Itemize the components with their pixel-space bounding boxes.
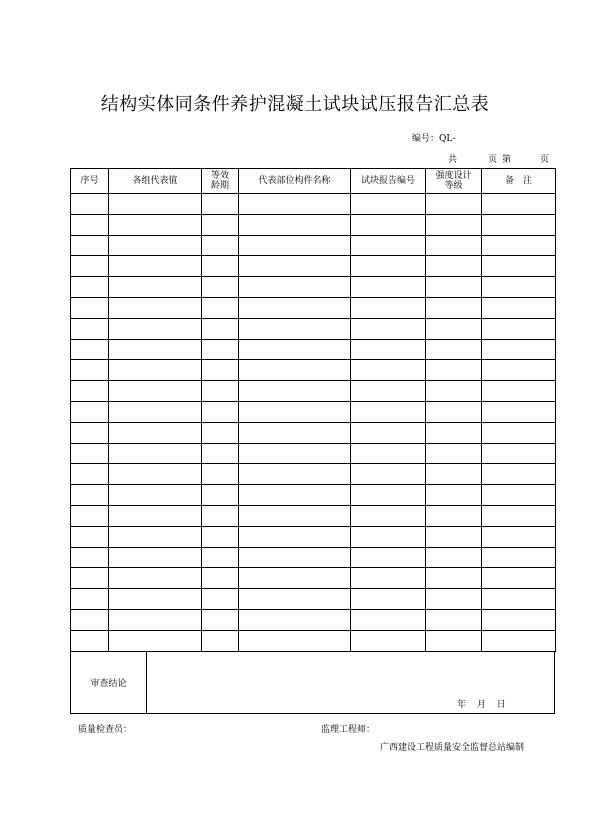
cell-equivalent-age bbox=[202, 381, 239, 402]
cell-strength-grade bbox=[426, 630, 482, 651]
cell-strength-grade bbox=[426, 339, 482, 360]
cell-report-number bbox=[351, 485, 426, 506]
cell-remarks bbox=[482, 235, 556, 256]
cell-equivalent-age bbox=[202, 609, 239, 630]
cell-report-number bbox=[351, 214, 426, 235]
cell-equivalent-age bbox=[202, 256, 239, 277]
cell-group-value bbox=[109, 194, 202, 215]
cell-report-number bbox=[351, 443, 426, 464]
cell-index bbox=[71, 630, 109, 651]
cell-component-name bbox=[239, 214, 351, 235]
cell-index bbox=[71, 505, 109, 526]
editor-label: 广西建设工程质量安全监督总站编制 bbox=[380, 743, 525, 753]
table-row bbox=[71, 464, 556, 485]
table-row bbox=[71, 589, 556, 610]
table-row bbox=[71, 277, 556, 298]
cell-index bbox=[71, 526, 109, 547]
cell-group-value bbox=[109, 485, 202, 506]
table-row bbox=[71, 194, 556, 215]
summary-table bbox=[70, 168, 556, 652]
header-remarks: 备 注 bbox=[482, 169, 556, 194]
header-component-name: 代表部位构件名称 bbox=[239, 169, 351, 194]
cell-strength-grade bbox=[426, 360, 482, 381]
cell-index bbox=[71, 609, 109, 630]
cell-index bbox=[71, 422, 109, 443]
table-row bbox=[71, 381, 556, 402]
cell-strength-grade bbox=[426, 297, 482, 318]
cell-component-name bbox=[239, 589, 351, 610]
cell-strength-grade bbox=[426, 505, 482, 526]
table-row bbox=[71, 256, 556, 277]
cell-group-value bbox=[109, 422, 202, 443]
cell-remarks bbox=[482, 589, 556, 610]
cell-equivalent-age bbox=[202, 630, 239, 651]
cell-strength-grade bbox=[426, 568, 482, 589]
cell-equivalent-age bbox=[202, 277, 239, 298]
cell-component-name bbox=[239, 360, 351, 381]
cell-remarks bbox=[482, 339, 556, 360]
cell-strength-grade bbox=[426, 443, 482, 464]
cell-report-number bbox=[351, 339, 426, 360]
cell-report-number bbox=[351, 381, 426, 402]
cell-report-number bbox=[351, 547, 426, 568]
cell-strength-grade bbox=[426, 381, 482, 402]
cell-report-number bbox=[351, 277, 426, 298]
cell-component-name bbox=[239, 235, 351, 256]
cell-group-value bbox=[109, 277, 202, 298]
cell-strength-grade bbox=[426, 194, 482, 215]
cell-group-value bbox=[109, 297, 202, 318]
cell-component-name bbox=[239, 297, 351, 318]
cell-group-value bbox=[109, 464, 202, 485]
cell-report-number bbox=[351, 589, 426, 610]
supervisor-label: 监理工程师： bbox=[321, 725, 376, 735]
cell-equivalent-age bbox=[202, 297, 239, 318]
cell-index bbox=[71, 360, 109, 381]
cell-group-value bbox=[109, 381, 202, 402]
cell-component-name bbox=[239, 464, 351, 485]
table-row bbox=[71, 547, 556, 568]
cell-group-value bbox=[109, 360, 202, 381]
cell-report-number bbox=[351, 194, 426, 215]
cell-report-number bbox=[351, 256, 426, 277]
cell-strength-grade bbox=[426, 235, 482, 256]
cell-report-number bbox=[351, 422, 426, 443]
cell-remarks bbox=[482, 194, 556, 215]
cell-component-name bbox=[239, 547, 351, 568]
table-row bbox=[71, 630, 556, 651]
cell-equivalent-age bbox=[202, 568, 239, 589]
cell-remarks bbox=[482, 401, 556, 422]
cell-remarks bbox=[482, 360, 556, 381]
cell-group-value bbox=[109, 214, 202, 235]
cell-group-value bbox=[109, 568, 202, 589]
cell-equivalent-age bbox=[202, 194, 239, 215]
header-group-value: 各组代表值 bbox=[109, 169, 202, 194]
cell-component-name bbox=[239, 568, 351, 589]
cell-equivalent-age bbox=[202, 443, 239, 464]
cell-strength-grade bbox=[426, 277, 482, 298]
cell-group-value bbox=[109, 401, 202, 422]
cell-group-value bbox=[109, 526, 202, 547]
cell-strength-grade bbox=[426, 609, 482, 630]
cell-group-value bbox=[109, 339, 202, 360]
inspector-label: 质量检查员： bbox=[78, 725, 133, 735]
table-row bbox=[71, 505, 556, 526]
table-row bbox=[71, 297, 556, 318]
cell-index bbox=[71, 381, 109, 402]
cell-index bbox=[71, 443, 109, 464]
cell-equivalent-age bbox=[202, 401, 239, 422]
cell-equivalent-age bbox=[202, 464, 239, 485]
cell-index bbox=[71, 568, 109, 589]
page-unit-label: 页 bbox=[540, 155, 550, 165]
cell-strength-grade bbox=[426, 401, 482, 422]
cell-component-name bbox=[239, 194, 351, 215]
cell-remarks bbox=[482, 318, 556, 339]
cell-group-value bbox=[109, 235, 202, 256]
cell-component-name bbox=[239, 443, 351, 464]
cell-component-name bbox=[239, 277, 351, 298]
cell-equivalent-age bbox=[202, 318, 239, 339]
cell-index bbox=[71, 235, 109, 256]
cell-strength-grade bbox=[426, 318, 482, 339]
cell-remarks bbox=[482, 214, 556, 235]
cell-component-name bbox=[239, 318, 351, 339]
cell-report-number bbox=[351, 568, 426, 589]
cell-report-number bbox=[351, 360, 426, 381]
cell-component-name bbox=[239, 401, 351, 422]
header-report-number: 试块报告编号 bbox=[351, 169, 426, 194]
cell-strength-grade bbox=[426, 422, 482, 443]
cell-index bbox=[71, 214, 109, 235]
cell-remarks bbox=[482, 381, 556, 402]
page-current-label: 第 bbox=[502, 155, 512, 165]
cell-remarks bbox=[482, 485, 556, 506]
table-row bbox=[71, 318, 556, 339]
cell-remarks bbox=[482, 568, 556, 589]
summary-sheet bbox=[70, 168, 555, 714]
cell-equivalent-age bbox=[202, 485, 239, 506]
cell-strength-grade bbox=[426, 214, 482, 235]
cell-component-name bbox=[239, 609, 351, 630]
cell-report-number bbox=[351, 297, 426, 318]
table-row bbox=[71, 214, 556, 235]
cell-strength-grade bbox=[426, 256, 482, 277]
cell-equivalent-age bbox=[202, 214, 239, 235]
cell-strength-grade bbox=[426, 589, 482, 610]
cell-component-name bbox=[239, 526, 351, 547]
cell-remarks bbox=[482, 256, 556, 277]
cell-component-name bbox=[239, 339, 351, 360]
cell-report-number bbox=[351, 505, 426, 526]
cell-index bbox=[71, 401, 109, 422]
review-date: 年 月 日 bbox=[457, 699, 506, 710]
cell-remarks bbox=[482, 609, 556, 630]
cell-remarks bbox=[482, 277, 556, 298]
cell-equivalent-age bbox=[202, 360, 239, 381]
cell-equivalent-age bbox=[202, 339, 239, 360]
cell-report-number bbox=[351, 464, 426, 485]
cell-strength-grade bbox=[426, 547, 482, 568]
cell-index bbox=[71, 485, 109, 506]
cell-index bbox=[71, 256, 109, 277]
cell-index bbox=[71, 339, 109, 360]
table-row bbox=[71, 235, 556, 256]
cell-equivalent-age bbox=[202, 422, 239, 443]
pages-unit-label: 页 bbox=[488, 155, 498, 165]
table-row bbox=[71, 485, 556, 506]
cell-strength-grade bbox=[426, 485, 482, 506]
cell-remarks bbox=[482, 505, 556, 526]
form-code: 编号：QL- bbox=[412, 134, 456, 144]
cell-index bbox=[71, 297, 109, 318]
cell-strength-grade bbox=[426, 526, 482, 547]
table-row bbox=[71, 443, 556, 464]
pages-total-label: 共 bbox=[448, 155, 458, 165]
header-equivalent-age: 等效 龄期 bbox=[202, 169, 239, 194]
cell-component-name bbox=[239, 381, 351, 402]
cell-index bbox=[71, 547, 109, 568]
review-section bbox=[70, 652, 555, 714]
cell-index bbox=[71, 464, 109, 485]
table-row bbox=[71, 339, 556, 360]
cell-index bbox=[71, 277, 109, 298]
cell-component-name bbox=[239, 630, 351, 651]
cell-component-name bbox=[239, 256, 351, 277]
cell-remarks bbox=[482, 422, 556, 443]
review-label: 审查结论 bbox=[71, 652, 147, 713]
table-row bbox=[71, 526, 556, 547]
cell-report-number bbox=[351, 526, 426, 547]
cell-component-name bbox=[239, 505, 351, 526]
table-row bbox=[71, 609, 556, 630]
cell-component-name bbox=[239, 485, 351, 506]
cell-equivalent-age bbox=[202, 589, 239, 610]
cell-group-value bbox=[109, 256, 202, 277]
table-row bbox=[71, 422, 556, 443]
cell-group-value bbox=[109, 609, 202, 630]
table-row bbox=[71, 360, 556, 381]
page-title: 结构实体同条件养护混凝土试块试压报告汇总表 bbox=[100, 94, 490, 115]
cell-group-value bbox=[109, 318, 202, 339]
header-index: 序号 bbox=[71, 169, 109, 194]
cell-remarks bbox=[482, 464, 556, 485]
cell-group-value bbox=[109, 443, 202, 464]
cell-index bbox=[71, 194, 109, 215]
cell-index bbox=[71, 318, 109, 339]
cell-report-number bbox=[351, 235, 426, 256]
cell-remarks bbox=[482, 526, 556, 547]
cell-report-number bbox=[351, 401, 426, 422]
header-strength-grade: 强度设计 等级 bbox=[426, 169, 482, 194]
cell-group-value bbox=[109, 630, 202, 651]
table-row bbox=[71, 568, 556, 589]
cell-strength-grade bbox=[426, 464, 482, 485]
cell-remarks bbox=[482, 547, 556, 568]
cell-index bbox=[71, 589, 109, 610]
cell-report-number bbox=[351, 609, 426, 630]
cell-group-value bbox=[109, 589, 202, 610]
cell-remarks bbox=[482, 630, 556, 651]
cell-group-value bbox=[109, 505, 202, 526]
cell-equivalent-age bbox=[202, 547, 239, 568]
cell-group-value bbox=[109, 547, 202, 568]
cell-component-name bbox=[239, 422, 351, 443]
cell-equivalent-age bbox=[202, 505, 239, 526]
table-row bbox=[71, 401, 556, 422]
cell-report-number bbox=[351, 318, 426, 339]
cell-remarks bbox=[482, 443, 556, 464]
cell-report-number bbox=[351, 630, 426, 651]
cell-equivalent-age bbox=[202, 235, 239, 256]
table-header-row bbox=[71, 169, 556, 194]
cell-remarks bbox=[482, 297, 556, 318]
cell-equivalent-age bbox=[202, 526, 239, 547]
